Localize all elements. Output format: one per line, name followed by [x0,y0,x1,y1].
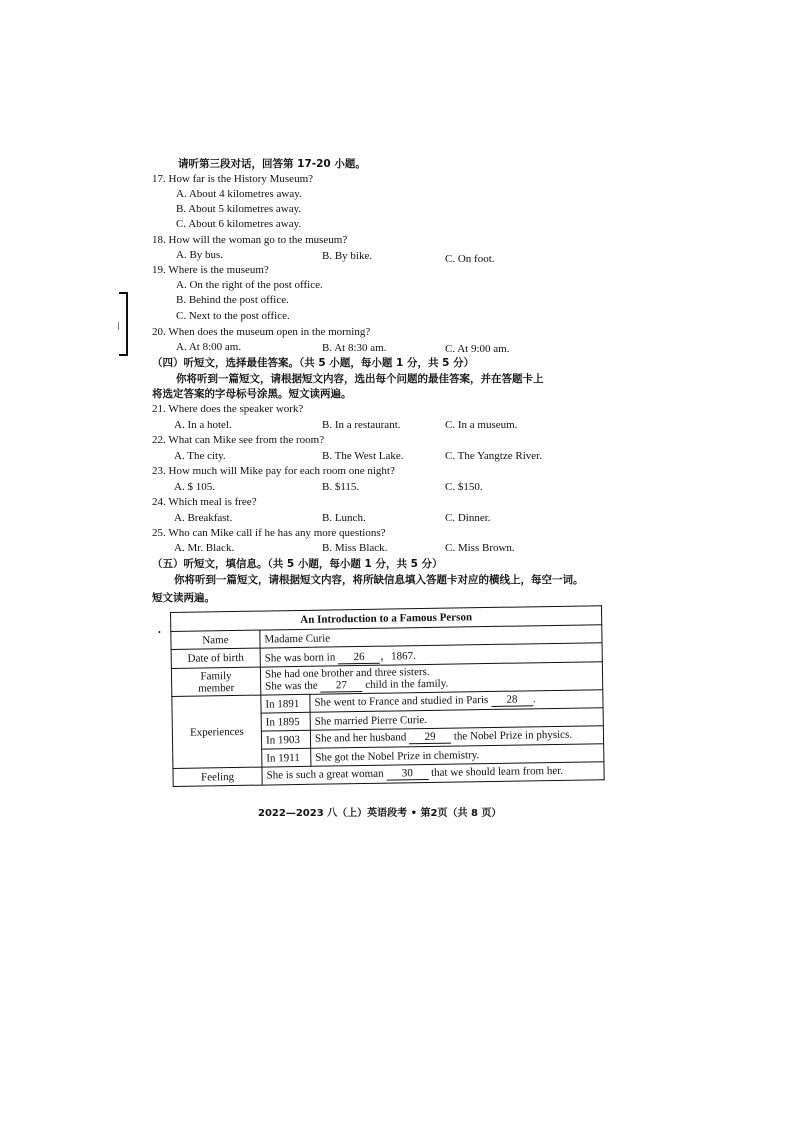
q17-option-c: C. About 6 kilometres away. [176,218,302,230]
page-footer: 2022—2023 八（上）英语段考 • 第2页（共 8 页） [258,808,502,819]
question-17 [152,172,313,186]
family-post: child in the family. [365,677,449,691]
question-18 [152,233,347,247]
family-label-line2: member [198,681,235,695]
q18-option-b: B. By bike. [322,250,373,262]
section5-instruction-1: 你将听到一篇短文，请根据短文内容，将所缺信息填入答题卡对应的横线上，每空一词。 [174,574,584,586]
q23-option-c: C. $150. [445,481,483,493]
birth-pre: She was born in [264,651,336,665]
blank-28[interactable]: 28 [491,693,533,707]
q23-option-a: A. $ 105. [174,481,215,493]
q25-number: 25. [152,527,166,539]
q18-number: 18. [152,234,166,246]
q19-option-b: B. Behind the post office. [176,294,289,306]
q22-option-c: C. The Yangtze River. [445,450,542,462]
family-pre: She was the [265,679,318,693]
q21-option-b: B. In a restaurant. [322,419,401,431]
q24-number: 24. [152,496,166,508]
q20-option-b: B. At 8:30 am. [322,342,387,354]
q25-text: Who can Mike call if he has any more questions? [168,527,386,539]
event-1903-post: the Nobel Prize in physics. [453,728,573,743]
question-23 [152,464,395,478]
q21-option-c: C. In a museum. [445,419,518,431]
question-25 [152,526,386,540]
feeling-label: Feeling [173,767,262,786]
event-1891-pre: She went to France and studied in Paris [314,694,489,709]
q21-option-a: A. In a hotel. [174,419,232,431]
q20-option-a: A. At 8:00 am. [176,341,242,353]
question-19 [152,263,269,277]
event-1911: She got the Nobel Prize in chemistry. [311,744,604,767]
question-22 [152,433,324,447]
q19-text: Where is the museum? [168,264,269,276]
q17-number: 17. [152,173,166,185]
q17-option-b: B. About 5 kilometres away. [176,203,302,215]
q18-option-c: C. On foot. [445,253,495,265]
q19-option-a: A. On the right of the post office. [176,279,323,291]
q18-option-a: A. By bus. [176,249,224,261]
section4-title: （四）听短文，选择最佳答案。（共 5 小题，每小题 1 分，共 5 分） [152,357,475,369]
question-20 [152,325,370,339]
feeling-post: that we should learn from her. [430,764,564,779]
q25-option-b: B. Miss Black. [322,542,388,554]
section5-instruction-2: 短文读两遍。 [152,592,215,604]
experiences-label: Experiences [172,695,262,768]
q22-text: What can Mike see from the room? [168,434,325,446]
year-1891: In 1891 [261,694,310,713]
birth-label: Date of birth [171,648,260,668]
section3-intro: 请听第三段对话，回答第 17-20 小题。 [178,158,366,170]
family-label [171,667,260,696]
event-1891-post: . [532,693,536,706]
name-label: Name [171,630,260,649]
feeling-pre: She is such a great woman [266,767,384,782]
section5-title: （五）听短文，填信息。（共 5 小题，每小题 1 分，共 5 分） [152,558,443,570]
year-1903: In 1903 [261,730,310,749]
year-1895: In 1895 [261,712,310,731]
event-1903-pre: She and her husband [314,731,407,745]
blank-27[interactable]: 27 [320,679,362,693]
q20-number: 20. [152,326,166,338]
q21-text: Where does the speaker work? [168,403,304,415]
name-value: Madame Curie [260,625,602,648]
q17-option-a: A. About 4 kilometres away. [176,188,302,200]
year-1911: In 1911 [262,748,311,767]
q19-number: 19. [152,264,166,276]
q23-text: How much will Mike pay for each room one night? [168,465,395,477]
margin-tick [118,322,123,330]
q23-option-b: B. $115. [322,481,360,493]
q24-text: Which meal is free? [168,496,257,508]
q20-option-c: C. At 9:00 am. [445,343,510,355]
q24-option-c: C. Dinner. [445,512,491,524]
info-table [170,605,605,787]
blank-29[interactable]: 29 [409,731,451,745]
q25-option-a: A. Mr. Black. [174,542,235,554]
section4-instruction-2: 将选定答案的字母标号涂黑。短文读两遍。 [152,388,352,400]
q17-text: How far is the History Museum? [168,173,314,185]
q20-text: When does the museum open in the morning? [168,326,371,338]
q23-number: 23. [152,465,166,477]
blank-30[interactable]: 30 [386,767,428,781]
q22-number: 22. [152,434,166,446]
q24-option-a: A. Breakfast. [174,512,233,524]
table-title: An Introduction to a Famous Person [171,606,602,632]
q18-text: How will the woman go to the museum? [168,234,348,246]
blank-26[interactable]: 26 [338,651,380,665]
section4-instruction-1: 你将听到一篇短文，请根据短文内容，选出每个问题的最佳答案，并在答题卡上 [176,373,544,385]
q19-option-c: C. Next to the post office. [176,310,290,322]
event-1895: She married Pierre Curie. [310,708,603,731]
question-21 [152,402,303,416]
question-24 [152,495,257,509]
q22-option-b: B. The West Lake. [322,450,404,462]
birth-post: ，1867. [379,650,416,663]
q22-option-a: A. The city. [174,450,226,462]
margin-dot: • [158,628,161,637]
q24-option-b: B. Lunch. [322,512,366,524]
q21-number: 21. [152,403,166,415]
family-line1: She had one brother and three sisters. [264,665,430,681]
q25-option-c: C. Miss Brown. [445,542,515,554]
family-label-line1: Family [200,669,232,683]
